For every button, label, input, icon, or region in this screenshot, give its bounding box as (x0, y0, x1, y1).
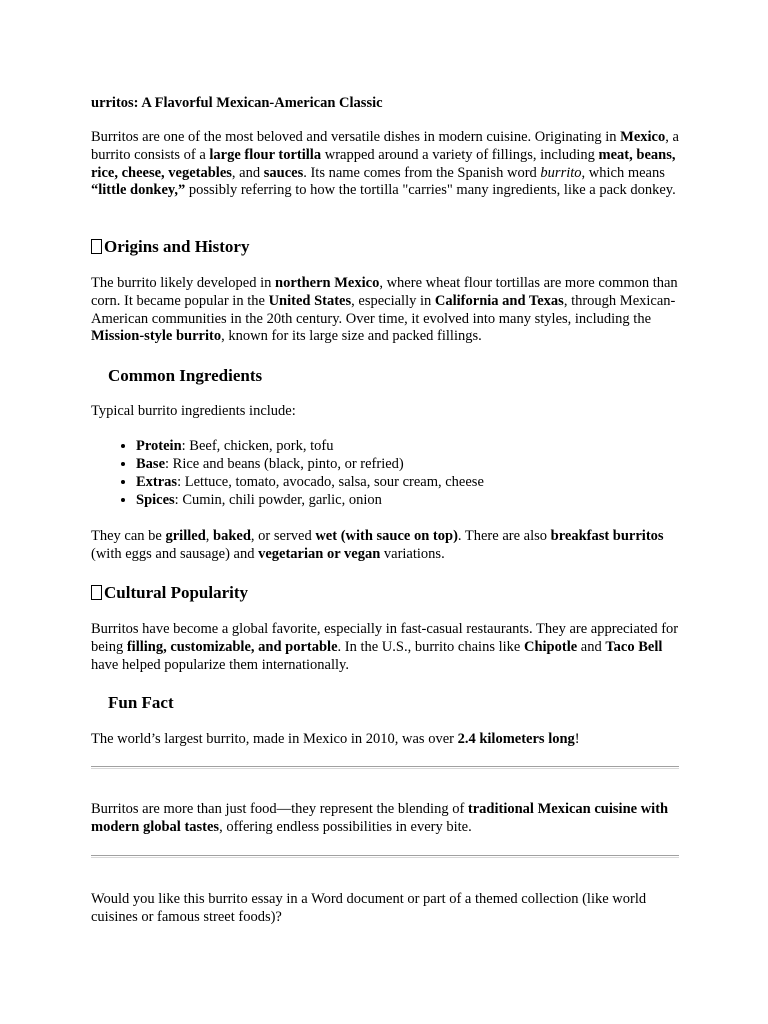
funfact-heading: Fun Fact (108, 693, 174, 712)
horizontal-divider (91, 766, 679, 769)
list-item: • Extras: Lettuce, tomato, avocado, salsa, sour cream, cheese (136, 474, 681, 492)
cultural-paragraph: Burritos have become a global favorite, especially in fast-casual restaurants. They are appreciated for being filling, customizable, and portable. In the U.S., burrito chains like Chipotle and Taco Bell have helped popularize them internationally. (91, 621, 679, 673)
ingredients-paragraph: They can be grilled, baked, or served wet (with sauce on top). There are also breakfast burritos (with eggs and sausage) and vegetarian or vegan variations. (91, 528, 664, 562)
list-item: • Spices: Cumin, chili powder, garlic, onion (136, 492, 681, 510)
list-item: • Protein: Beef, chicken, pork, tofu (136, 438, 681, 456)
missing-glyph-icon (91, 585, 102, 600)
ingredients-lead: Typical burrito ingredients include: (91, 403, 296, 419)
list-item: • Base: Rice and beans (black, pinto, or refried) (136, 456, 681, 474)
funfact-paragraph: The world’s largest burrito, made in Mexico in 2010, was over 2.4 kilometers long! (91, 731, 580, 747)
question-paragraph: Would you like this burrito essay in a Word document or part of a themed collection (like world cuisines or famous street foods)? (91, 891, 647, 925)
horizontal-divider (91, 855, 679, 858)
intro-paragraph: Burritos are one of the most beloved and versatile dishes in modern cuisine. Originating in Mexico, a burrito consists of a large flour tortilla wrapped around a variety of fillings, including meat, beans, rice, cheese, vegetables, and sauces. Its name comes from the Spanish word burrito, which means “little donkey,” possibly referring to how the tortilla "carries" many ingredients, like a pack donkey. (91, 129, 679, 199)
ingredients-list (91, 438, 681, 510)
origins-paragraph: The burrito likely developed in northern Mexico, where wheat flour tortillas are more common than corn. It became popular in the United States, especially in California and Texas, through Mexican-American communities in the 20th century. Over time, it evolved into many styles, including the Mission-style burrito, known for its large size and packed fillings. (91, 275, 678, 345)
ingredients-heading: Common Ingredients (108, 366, 263, 385)
missing-glyph-icon (91, 239, 102, 254)
document-title: urritos: A Flavorful Mexican-American Classic (91, 95, 383, 111)
cultural-heading: Cultural Popularity (91, 583, 681, 603)
origins-heading: Origins and History (91, 237, 681, 257)
closing-paragraph: Burritos are more than just food—they represent the blending of traditional Mexican cuisine with modern global tastes, offering endless possibilities in every bite. (91, 801, 669, 835)
